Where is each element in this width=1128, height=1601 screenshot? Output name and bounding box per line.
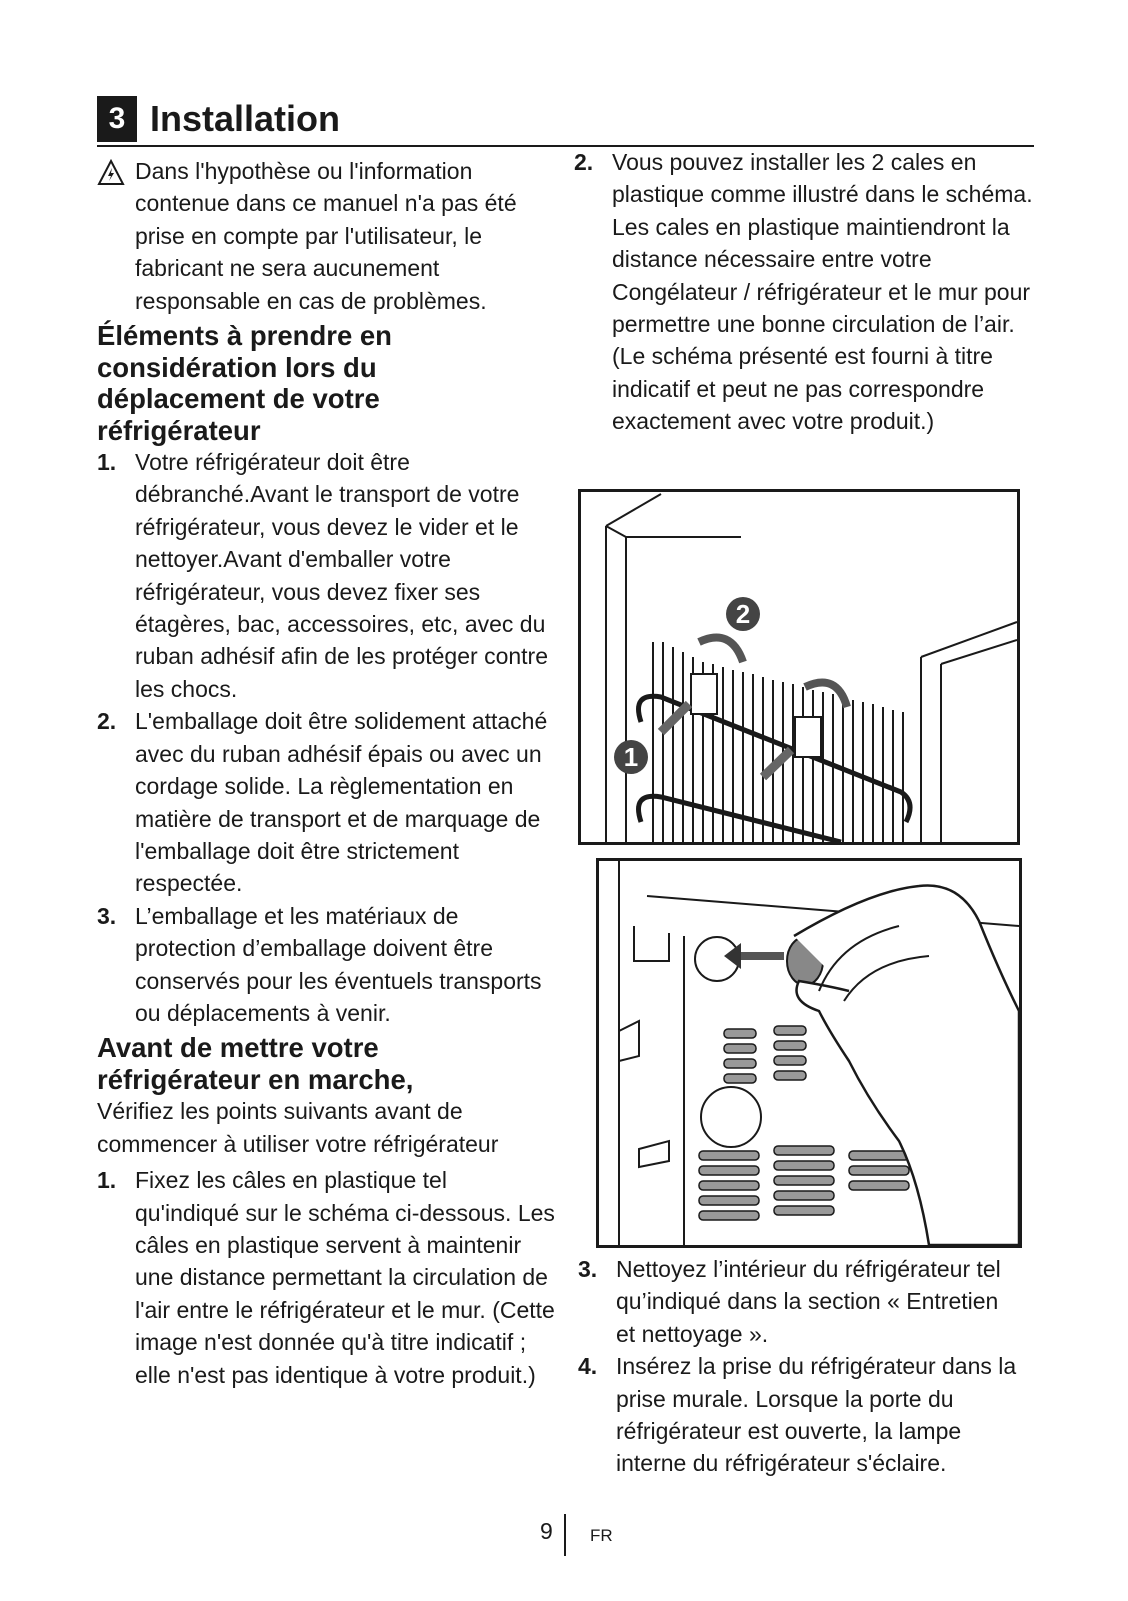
warning-note <box>97 155 557 317</box>
item-text: Vous pouvez installer les 2 cales en plastique comme illustré dans le schéma. Les cales en plastique maintiendront la distance nécessaire entre votre Congélateur / réfrigérateur et le mur pour permettre une bonne circulation de l’air. (Le schéma présenté est fourni à titre indicatif et peut ne pas correspondre exactement avec votre produit.) <box>612 149 1033 435</box>
item-number: 4. <box>578 1353 598 1380</box>
right-column-bottom <box>578 1253 1018 1480</box>
chapter-title: Installation <box>150 98 341 139</box>
language-code: FR <box>590 1526 613 1545</box>
item-number: 1. <box>97 1167 117 1194</box>
hand-insertion-illustration <box>599 861 1019 1245</box>
list-item <box>578 1253 1018 1350</box>
left-column <box>97 155 557 1391</box>
section-heading-moving <box>97 320 557 446</box>
item-number: 2. <box>574 149 594 175</box>
footer-divider <box>564 1514 566 1556</box>
heading-line: déplacement de votre <box>97 383 380 415</box>
list-item <box>97 446 557 705</box>
warning-text: Dans l'hypothèse ou l'information contenue dans ce manuel n'a pas été prise en compte par l'utilisateur, le fabricant ne sera aucunement responsable en cas de problèmes. <box>135 158 517 314</box>
item-text: L’emballage et les matériaux de protection d’emballage doivent être conservés pour les éventuels transports ou déplacements à venir. <box>135 902 542 1026</box>
heading-line: considération lors du <box>97 351 377 383</box>
list-item <box>97 900 557 1030</box>
item-text: Nettoyez l’intérieur du réfrigérateur tel qu’indiqué dans la section « Entretien et nettoyage ». <box>616 1256 1001 1347</box>
list-item <box>97 1164 557 1391</box>
item-text: L'emballage doit être solidement attaché avec du ruban adhésif épais ou avec un cordage solide. La règlementation en matière de transport et de marquage de l'emballage doit être strictement respectée. <box>135 708 548 897</box>
heading-line: réfrigérateur en marche, <box>97 1063 414 1095</box>
section-intro: Vérifiez les points suivants avant de commencer à utiliser votre réfrigérateur <box>97 1098 499 1157</box>
heading-line: Éléments à prendre en <box>97 320 392 352</box>
item-number: 3. <box>578 1256 598 1282</box>
item-text: Insérez la prise du réfrigérateur dans la prise murale. Lorsque la porte du réfrigérateur est ouverte, la lampe interne du réfrigérateur s'éclaire. <box>616 1353 1017 1477</box>
page-number: 9 <box>540 1518 553 1544</box>
right-column-top <box>574 146 1034 438</box>
item-number: 2. <box>97 708 117 735</box>
list-item <box>578 1350 1018 1480</box>
section-heading-before-start <box>97 1032 557 1095</box>
chapter-number: 3 <box>97 96 137 142</box>
item-number: 1. <box>97 449 117 476</box>
item-number: 3. <box>97 902 117 929</box>
item-text: Fixez les câles en plastique tel qu'indiqué sur le schéma ci-dessous. Les câles en plastique servent à maintenir une distance permettant la circulation de l'air entre le réfrigérateur et le mur. (Cette image n'est donnée qu'à titre indicatif ; elle n'est pas identique à votre produit.) <box>135 1167 555 1388</box>
heading-line: réfrigérateur <box>97 414 261 446</box>
warning-icon <box>97 159 125 187</box>
step-label-1: 1 <box>623 742 639 772</box>
step-label-2: 2 <box>735 599 751 629</box>
spacer-diagram <box>578 489 1020 845</box>
list-item <box>97 705 557 899</box>
fridge-back-illustration <box>581 492 1017 842</box>
list-item <box>574 146 1034 438</box>
item-text: Votre réfrigérateur doit être débranché.Avant le transport de votre réfrigérateur, vous devez le vider et le nettoyer.Avant d'emballer votre réfrigérateur, vous devez fixer ses étagères, bac, accessoires, etc, avec du ruban adhésif afin de les protéger contre les chocs. <box>135 449 548 702</box>
heading-line: Avant de mettre votre <box>97 1032 379 1064</box>
spacer-insertion-diagram <box>596 858 1022 1248</box>
